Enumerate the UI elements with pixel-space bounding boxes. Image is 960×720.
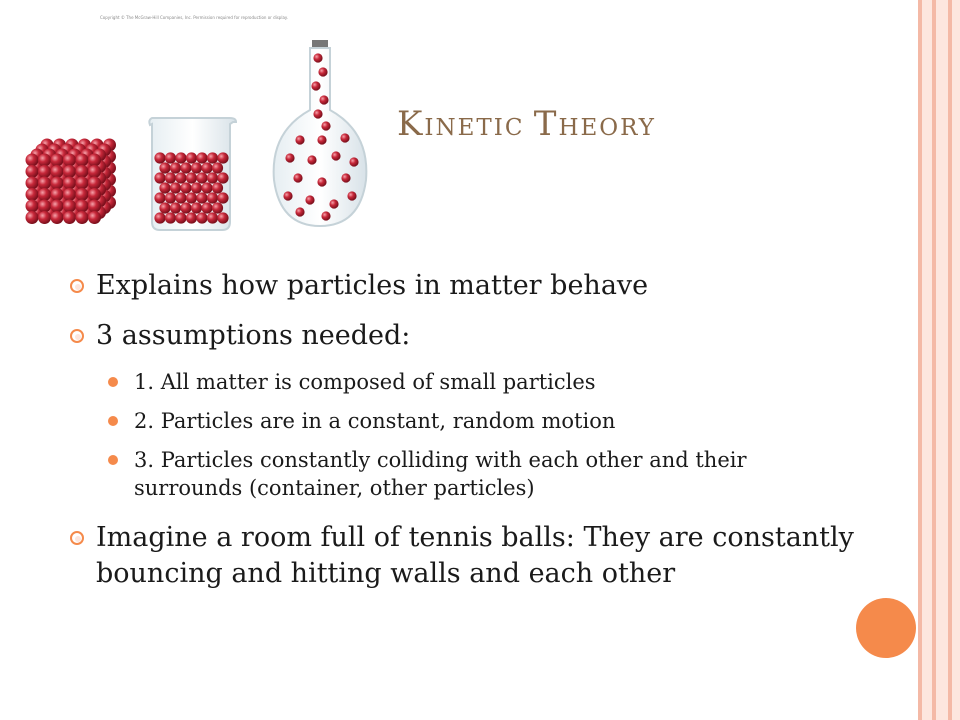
particle [170,182,181,193]
particle [51,200,64,213]
bullet-icon [70,279,84,293]
particle [313,109,322,118]
sub-bullet-item: 1. All matter is composed of small particles [70,368,860,396]
particle [154,172,165,183]
particle [347,191,356,200]
particle [349,157,358,166]
particle [154,212,165,223]
slide-title: KINETIC THEORY [397,104,656,144]
particle [154,152,165,163]
right-border-stripe [922,0,932,720]
particle [186,172,197,183]
particle [88,188,101,201]
sub-bullet-icon [108,455,118,465]
particle [180,202,191,213]
particle [159,202,170,213]
particle [212,162,223,173]
particle [186,152,197,163]
particle [76,188,89,201]
particle [311,81,320,90]
particle [317,177,326,186]
particle [295,207,304,216]
particle [63,200,76,213]
particle [170,162,181,173]
copyright-notice: Copyright © The McGraw-Hill Companies, Inc. Permission required for reproduction or display. [100,15,288,20]
particle [154,192,165,203]
particle [340,133,349,142]
bullet-item: Explains how particles in matter behave [70,268,860,304]
particle [38,188,51,201]
particle [217,152,228,163]
particle [51,188,64,201]
particle [201,162,212,173]
particle [63,211,76,224]
particle [217,172,228,183]
particle [88,177,101,190]
flask [274,40,367,226]
bullet-icon [70,329,84,343]
particle [38,154,51,167]
particle [159,182,170,193]
particle [196,192,207,203]
particle [38,165,51,178]
particle [318,67,327,76]
particle [175,212,186,223]
particle [293,173,302,182]
particle [26,200,39,213]
particle [63,188,76,201]
particle [196,172,207,183]
sub-bullet-icon [108,377,118,387]
particle [175,172,186,183]
particle [175,152,186,163]
particle [207,212,218,223]
particle [295,135,304,144]
particle [165,172,176,183]
bullet-icon [70,531,84,545]
particle [317,135,326,144]
particle [212,182,223,193]
particle [170,202,181,213]
particle [313,53,322,62]
particle [196,152,207,163]
particle [283,191,292,200]
particle [329,199,338,208]
particle [26,211,39,224]
particle [88,154,101,167]
particle [76,211,89,224]
particle [26,188,39,201]
particle [76,200,89,213]
particle [76,165,89,178]
particle [76,154,89,167]
particle [191,182,202,193]
particle [180,182,191,193]
particle [63,177,76,190]
particle [88,200,101,213]
particle [305,195,314,204]
liquid-particles [154,152,228,223]
particle [207,152,218,163]
particle [51,165,64,178]
particle [26,154,39,167]
particle [201,182,212,193]
particle [159,162,170,173]
particle [88,165,101,178]
particle [63,165,76,178]
bullet-item: Imagine a room full of tennis balls: They are constantly bouncing and hitting walls and each other [70,520,860,592]
particle [186,192,197,203]
particle [38,211,51,224]
particle [319,95,328,104]
particle [38,200,51,213]
sub-bullet-icon [108,416,118,426]
particle [26,177,39,190]
particle [207,172,218,183]
particle [321,211,330,220]
particle [175,192,186,203]
bullet-item: 3 assumptions needed: [70,318,860,354]
sub-bullet-item: 3. Particles constantly colliding with each other and their surrounds (container, other particles) [70,446,860,502]
particle [191,162,202,173]
states-of-matter-illustration [0,0,400,240]
particle [191,202,202,213]
particle [51,177,64,190]
right-border-stripe [936,0,948,720]
particle [165,212,176,223]
particle [196,212,207,223]
particle [321,121,330,130]
particle [285,153,294,162]
sub-bullet-item: 2. Particles are in a constant, random motion [70,407,860,435]
particle [307,155,316,164]
decorative-circle [856,598,916,658]
particle [331,151,340,160]
particle [51,154,64,167]
particle [51,211,64,224]
particle [26,165,39,178]
particle [180,162,191,173]
right-border-stripe [952,0,960,720]
particle [217,192,228,203]
particle [88,211,101,224]
solid-cube-particles [26,139,117,225]
particle [63,154,76,167]
particle [207,192,218,203]
beaker [149,118,236,230]
particle [38,177,51,190]
particle [212,202,223,213]
particle [165,192,176,203]
particle [186,212,197,223]
particle [165,152,176,163]
particle [76,177,89,190]
particle [201,202,212,213]
particle [341,173,350,182]
bullet-list [70,268,860,606]
particle [217,212,228,223]
